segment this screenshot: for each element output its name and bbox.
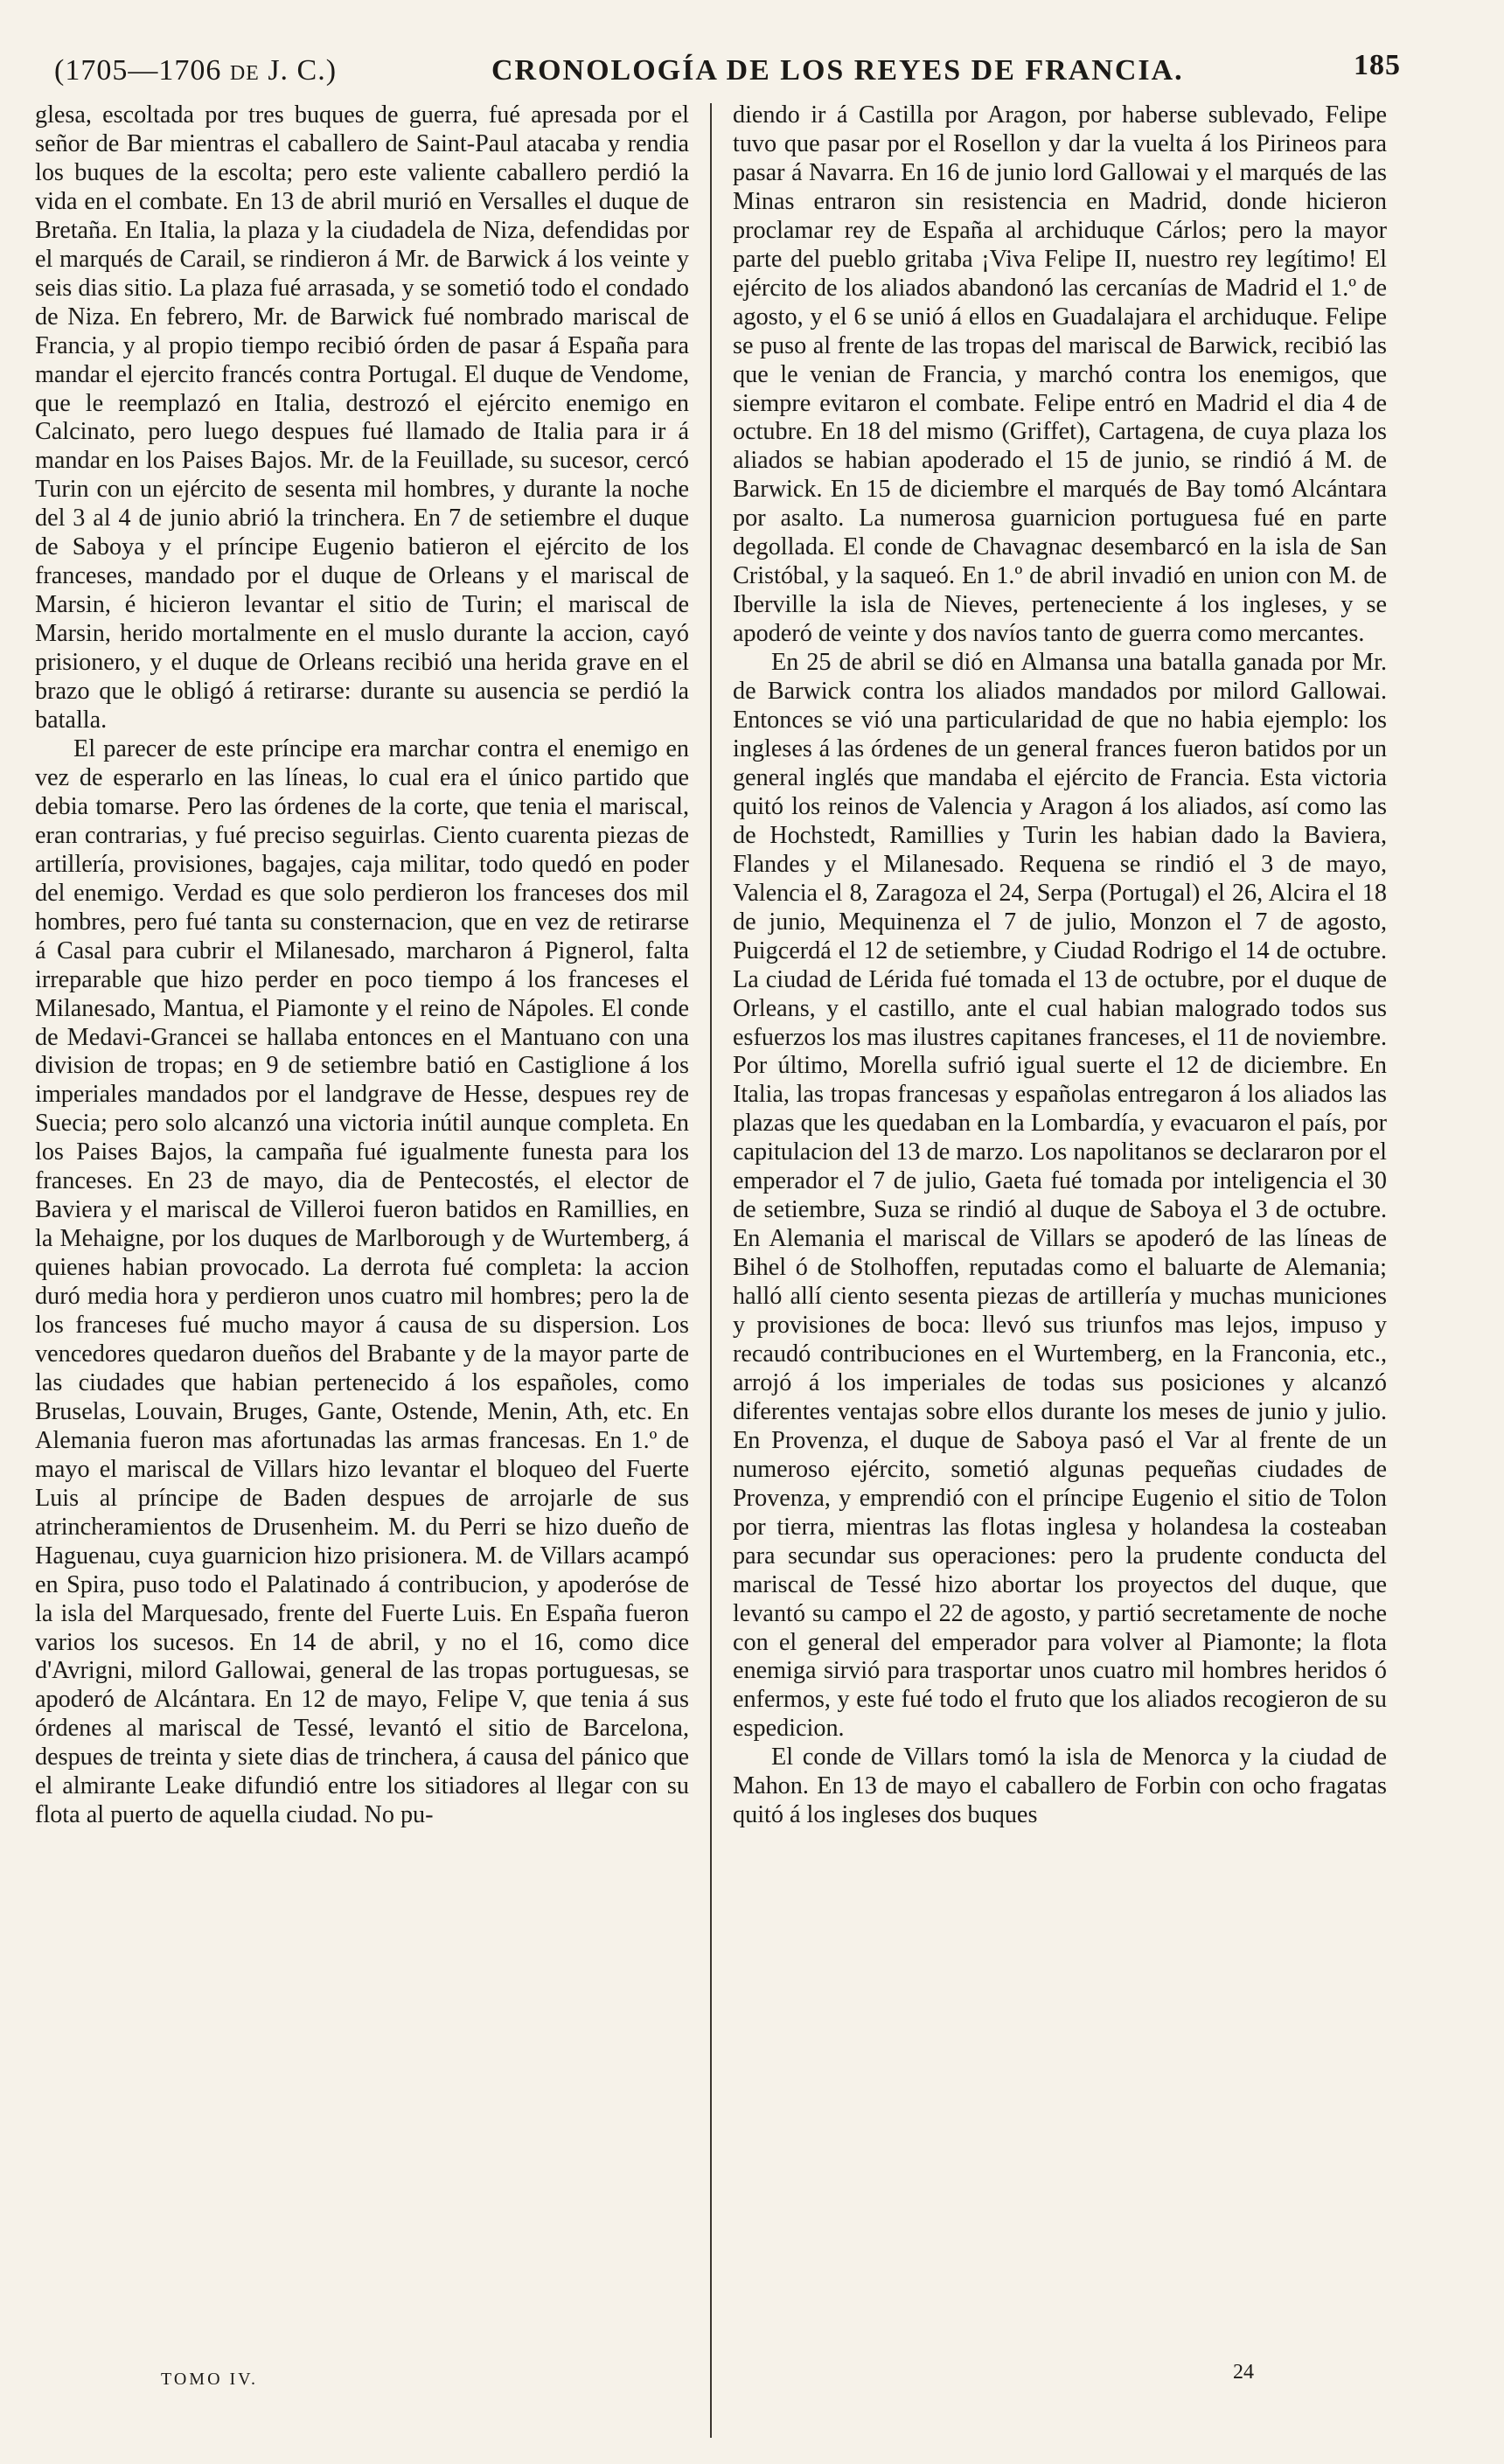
right-column (733, 101, 1387, 1830)
page-title: CRONOLOGÍA DE LOS REYES DE FRANCIA. (491, 54, 1184, 87)
header-de: DE (229, 62, 260, 85)
right-paragraph-2: En 25 de abril se dió en Almansa una batalla ganada por Mr. de Barwick contra los aliados mandados por milord Gallowai. Entonces se vió una particularidad de que no habia ejemplo: los ingleses á las órdenes de un general frances fueron batidos por un general inglés que mandaba el ejército de Francia. Esta victoria quitó los reinos de Valencia y Aragon á los aliados, así como las de Hochstedt, Ramillies y Turin les habian dado la Baviera, Flandes y el Milanesado. Requena se rindió el 3 de mayo, Valencia el 8, Zaragoza el 24, Serpa (Portugal) el 26, Alcira el 18 de junio, Mequinenza el 7 de julio, Monzon el 7 de agosto, Puigcerdá el 12 de setiembre, y Ciudad Rodrigo el 14 de octubre. La ciudad de Lérida fué tomada el 13 de octubre, por el duque de Orleans, y el castillo, ante el cual habian malogrado todos sus esfuerzos los mas ilustres capitanes franceses, el 11 de noviembre. Por último, Morella sufrió igual suerte el 12 de diciembre. En Italia, las tropas francesas y españolas entregaron á los aliados las plazas que les quedaban en la Lombardía, y evacuaron el país, por capitulacion del 13 de marzo. Los napolitanos se declararon por el emperador el 7 de julio, Gaeta fué tomada por inteligencia el 30 de setiembre, Suza se rindió al duque de Saboya el 3 de octubre. En Alemania el mariscal de Villars se apoderó de las líneas de Bihel ó de Stolhoffen, reputadas como el baluarte de Alemania; halló allí ciento sesenta piezas de artillería y muchas municiones y provisiones de boca: llevó sus triunfos mas lejos, impuso y recaudó contribuciones en el Wurtemberg, en la Franconia, etc., arrojó á los imperiales de todas sus posiciones y alcanzó diferentes ventajas sobre ellos durante los meses de junio y julio. En Provenza, el duque de Saboya pasó el Var al frente de un numeroso ejército, sometió algunas pequeñas ciudades de Provenza, y emprendió con el príncipe Eugenio el sitio de Tolon por tierra, mientras las flotas inglesa y holandesa la costeaban para secundar sus operaciones: pero la prudente conducta del mariscal de Tessé hizo abortar los proyectos del duque, que levantó su campo el 22 de agosto, y partió secretamente de noche con el general del emperador para volver al Piamonte; la flota enemiga sirvió para trasportar unos cuatro mil hombres heridos ó enfermos, y este fué todo el fruto que los aliados recogieron de su espedicion. (733, 649, 1388, 1743)
running-header (54, 49, 1401, 98)
volume-signature: TOMO IV. (161, 2370, 259, 2389)
header-years-start: (1705—1706 (54, 54, 222, 87)
right-paragraph-1: diendo ir á Castilla por Aragon, por haberse sublevado, Felipe tuvo que pasar por el Rosellon y dar la vuelta á los Pirineos para pasar á Navarra. En 16 de junio lord Gallowai y el marqués de las Minas entraron sin resistencia en Madrid, donde hicieron proclamar rey de España al archiduque Cárlos; pero la mayor parte del pueblo gritaba ¡Viva Felipe II, nuestro rey legítimo! El ejército de los aliados abandonó las cercanías de Madrid el 1.º de agosto, y el 6 se unió á ellos en Guadalajara el archiduque. Felipe se puso al frente de las tropas del mariscal de Barwick, recibió las que le venian de Francia, y marchó contra los enemigos, que siempre evitaron el combate. Felipe entró en Madrid el dia 4 de octubre. En 18 del mismo (Griffet), Cartagena, de cuya plaza los aliados se habian apoderado el 15 de junio, se rindió á M. de Barwick. En 15 de diciembre el marqués de Bay tomó Alcántara por asalto. La numerosa guarnicion portuguesa fué en parte degollada. El conde de Chavagnac desembarcó en la isla de San Cristóbal, y la saqueó. En 1.º de abril invadió en union con M. de Iberville la isla de Nieves, perteneciente á los ingleses, y se apoderó de veinte y dos navíos tanto de guerra como mercantes. (733, 101, 1387, 648)
left-paragraph-1: glesa, escoltada por tres buques de guerra, fué apresada por el señor de Bar mientras el caballero de Saint-Paul atacaba y rendia los buques de la escolta; pero este valiente caballero perdió la vida en el combate. En 13 de abril murió en Versalles el duque de Bretaña. En Italia, la plaza y la ciudadela de Niza, defendidas por el marqués de Carail, se rindieron á Mr. de Barwick á los veinte y seis dias sitio. La plaza fué arrasada, y se sometió todo el condado de Niza. En febrero, Mr. de Barwick fué nombrado mariscal de Francia, y al propio tiempo recibió órden de pasar á España para mandar el ejercito francés contra Portugal. El duque de Vendome, que le reemplazó en Italia, destrozó el ejército enemigo en Calcinato, pero luego despues fué llamado de Italia para ir á mandar en los Paises Bajos. Mr. de la Feuillade, su sucesor, cercó Turin con un ejército de sesenta mil hombres, y durante la noche del 3 al 4 de junio abrió la trinchera. En 7 de setiembre el duque de Saboya y el príncipe Eugenio batieron el ejército de los franceses, mandado por el duque de Orleans y el mariscal de Marsin, é hicieron levantar el sitio de Turin; el mariscal de Marsin, herido mortalmente en el muslo durante la accion, cayó prisionero, y el duque de Orleans recibió una herida grave en el brazo que le obligó á retirarse: durante su ausencia se perdió la batalla. (35, 101, 689, 734)
left-paragraph-2: El parecer de este príncipe era marchar contra el enemigo en vez de esperarlo en las líneas, lo cual era el único partido que debia tomarse. Pero las órdenes de la corte, que tenia el mariscal, eran contrarias, y fué preciso seguirlas. Ciento cuarenta piezas de artillería, provisiones, bagajes, caja militar, todo quedó en poder del enemigo. Verdad es que solo perdieron los franceses dos mil hombres, pero fué tanta su consternacion, que en vez de retirarse á Casal para cubrir el Milanesado, marcharon á Pignerol, falta irreparable que hizo perder en poco tiempo á los franceses el Milanesado, Mantua, el Piamonte y el reino de Nápoles. El conde de Medavi-Grancei se hallaba entonces en el Mantuano con una division de tropas; en 9 de setiembre batió en Castiglione á los imperiales mandados por el landgrave de Hesse, despues rey de Suecia; pero solo alcanzó una victoria inútil aunque completa. En los Paises Bajos, la campaña fué igualmente funesta para los franceses. En 23 de mayo, dia de Pentecostés, el elector de Baviera y el mariscal de Villeroi fueron batidos en Ramillies, en la Mehaigne, por los duques de Marlborough y de Wurtemberg, á quienes habian provocado. La derrota fué completa: la accion duró media hora y perdieron unos cuatro mil hombres; pero la de los franceses fué mucho mayor á causa de su dispersion. Los vencedores quedaron dueños del Brabante y de la mayor parte de las ciudades que habian pertenecido á los españoles, como Bruselas, Louvain, Bruges, Gante, Ostende, Menin, Ath, etc. En Alemania fueron mas afortunadas las armas francesas. En 1.º de mayo el mariscal de Villars hizo levantar el bloqueo del Fuerte Luis al príncipe de Baden despues de arrojarle de sus atrincheramientos de Drusenheim. M. du Perri se hizo dueño de Haguenau, cuya guarnicion hizo prisionera. M. de Villars acampó en Spira, puso todo el Palatinado á contribucion, y apoderóse de la isla del Marquesado, frente del Fuerte Luis. En España fueron varios los sucesos. En 14 de abril, y no el 16, como dice d'Avrigni, milord Gallowai, general de las tropas portuguesas, se apoderó de Alcántara. En 12 de mayo, Felipe V, que tenia á sus órdenes al mariscal de Tessé, levantó el sitio de Barcelona, despues de treinta y siete dias de trinchera, á causa del pánico que el almirante Leake difundió entre los sitiadores al llegar con su flota al puerto de aquella ciudad. No pu- (35, 734, 689, 1829)
page-number: 185 (1354, 49, 1401, 81)
signature-number: 24 (1233, 2361, 1254, 2384)
header-years (54, 54, 337, 87)
right-paragraph-3: El conde de Villars tomó la isla de Menorca y la ciudad de Mahon. En 13 de mayo el caballero de Forbin con ocho fragatas quitó á los ingleses dos buques (733, 1744, 1387, 1829)
header-era: J. C.) (268, 54, 338, 87)
left-column (35, 101, 689, 1830)
column-divider (710, 103, 712, 2438)
